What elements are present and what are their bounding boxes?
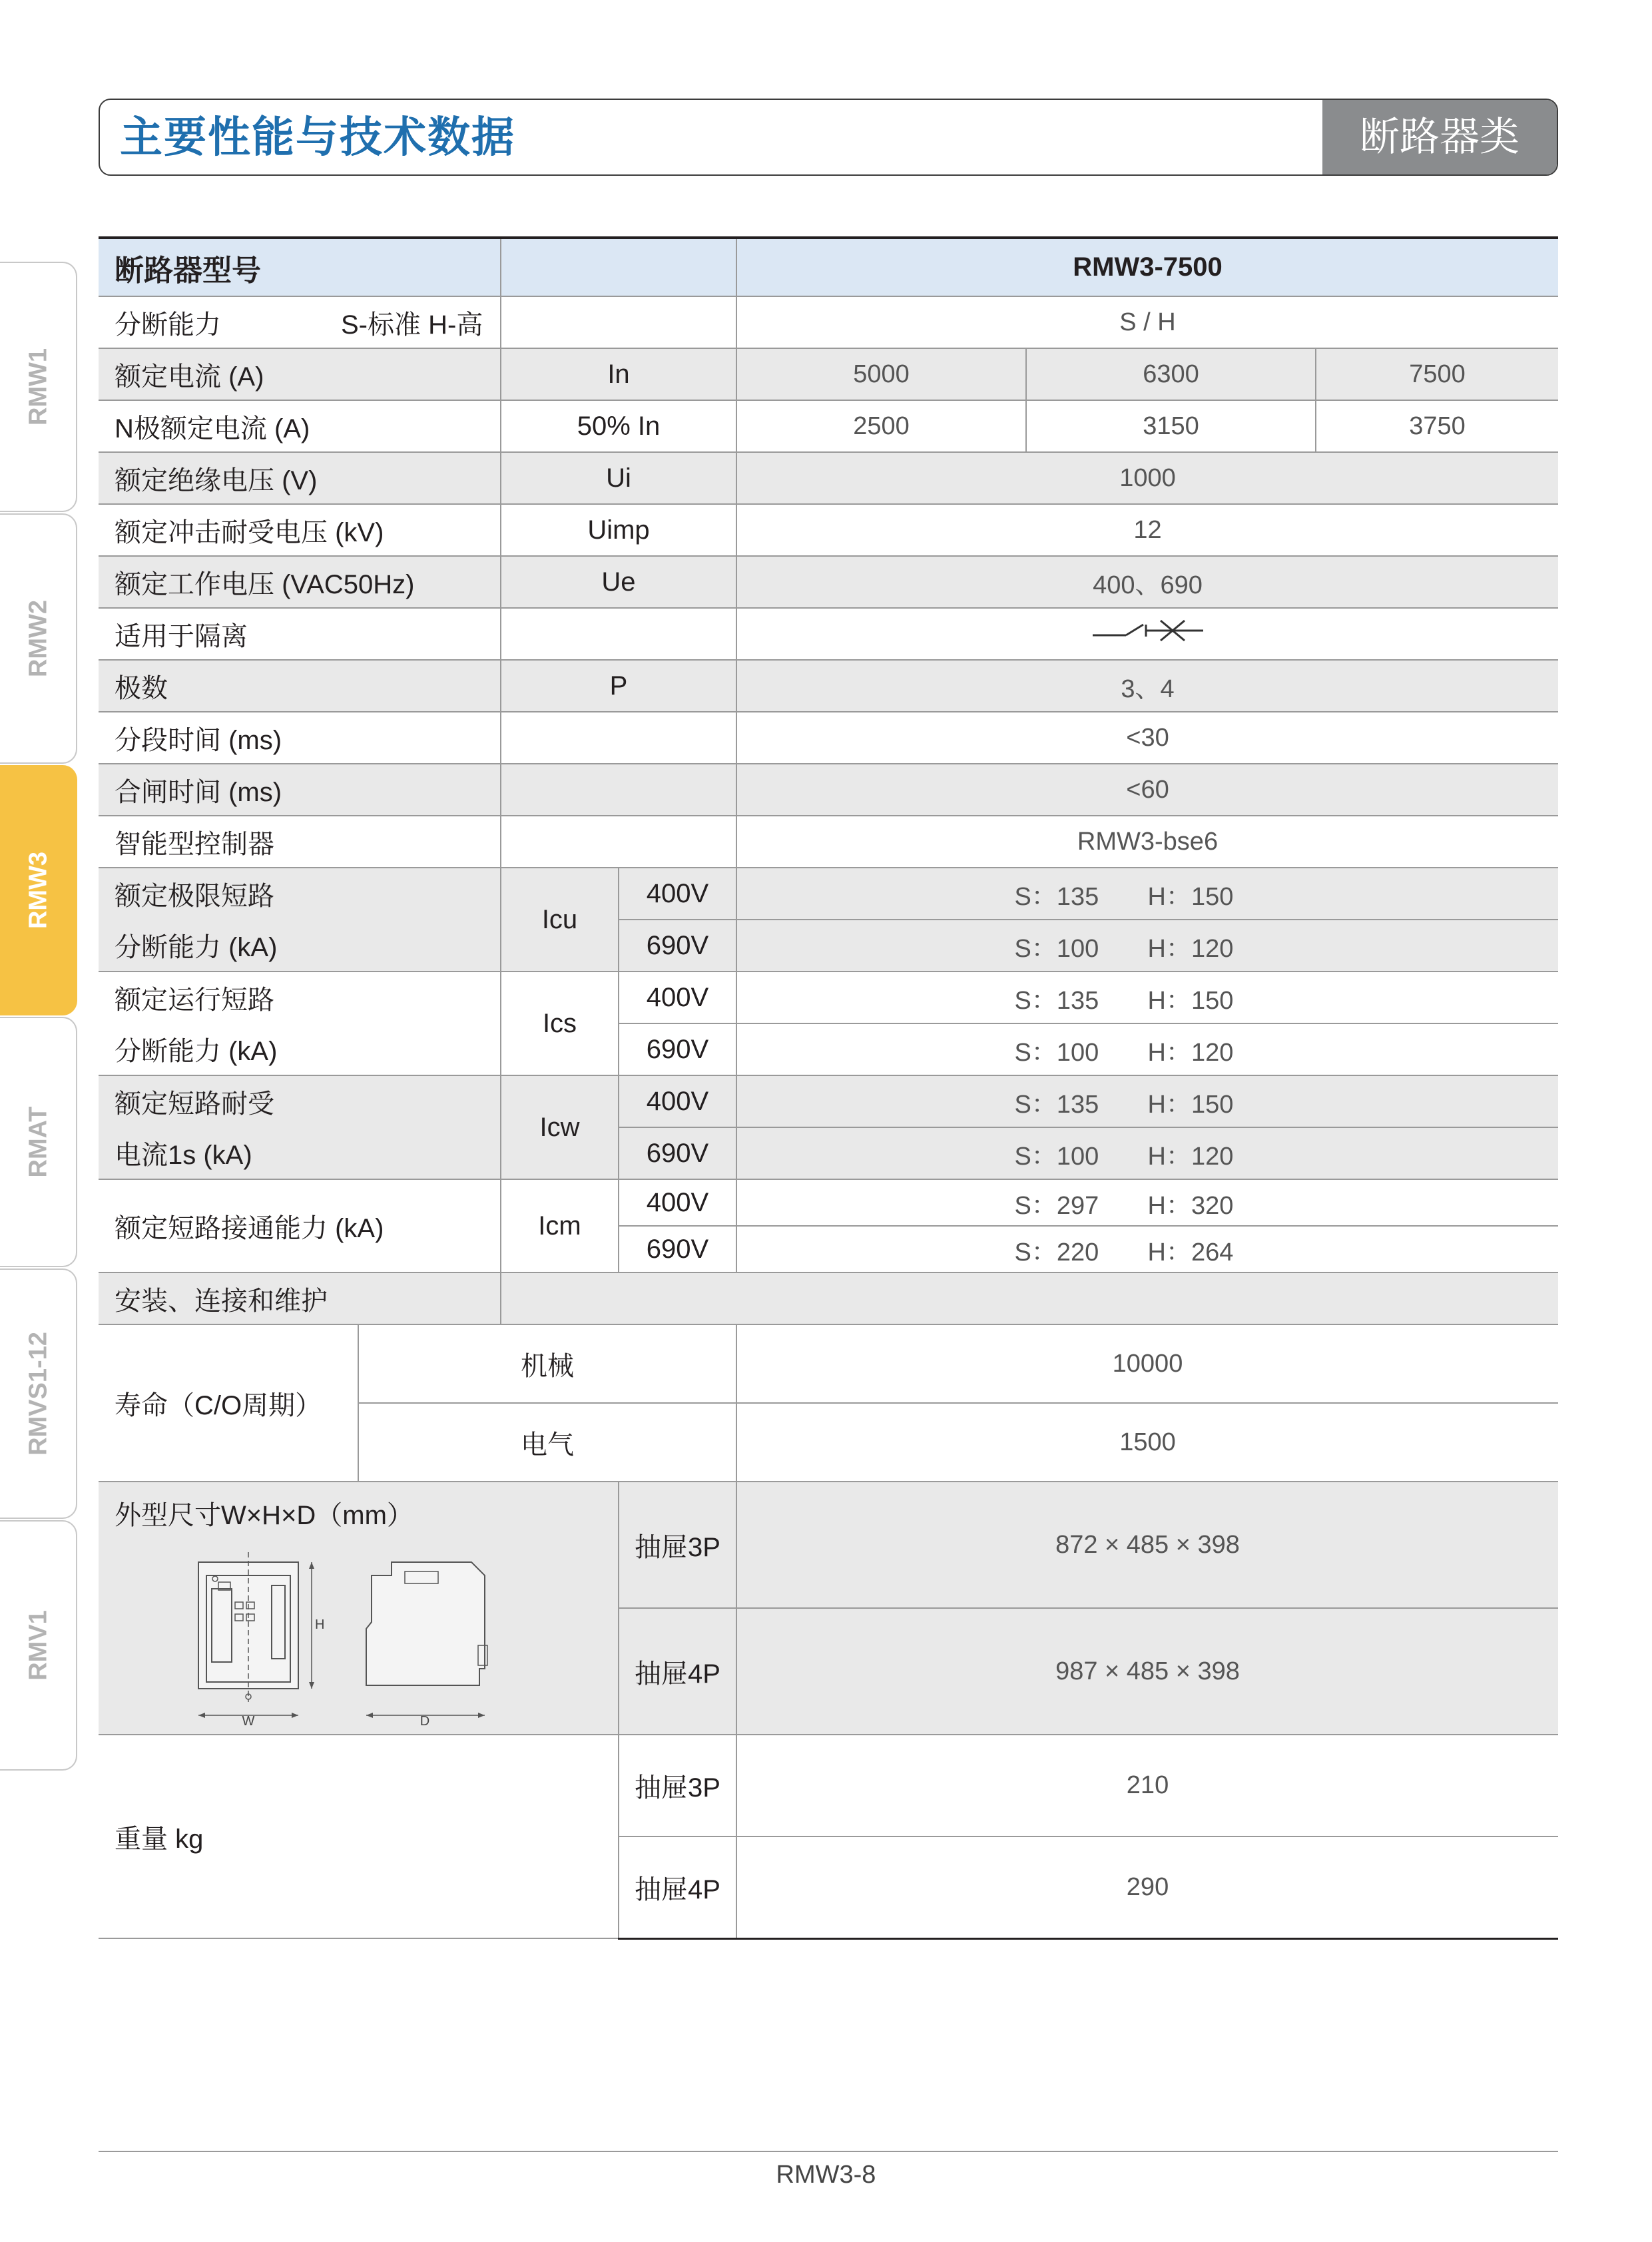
table-row xyxy=(99,920,1558,972)
row-value: 987 × 485 × 398 xyxy=(736,1608,1558,1735)
row-label: 智能型控制器 xyxy=(99,816,501,868)
row-label: 极数 xyxy=(99,660,501,712)
row-symbol: Uimp xyxy=(501,504,736,556)
voltage-label: 400V xyxy=(619,1179,736,1226)
row-note: S-标准 H-高 xyxy=(341,310,483,340)
page-title: 主要性能与技术数据 xyxy=(120,113,515,161)
h-value: H：120 xyxy=(1147,1038,1234,1067)
s-value: S：100 xyxy=(1014,1142,1099,1171)
table-row xyxy=(99,556,1558,608)
tab-rmw3[interactable]: RMW3 xyxy=(0,765,77,1015)
table-row xyxy=(99,348,1558,400)
voltage-label: 690V xyxy=(619,1226,736,1272)
tab-rmvs1-12[interactable]: RMVS1-12 xyxy=(0,1268,77,1519)
h-value: H：120 xyxy=(1147,934,1234,963)
row-label: 额定运行短路 xyxy=(99,972,501,1023)
h-value: H：320 xyxy=(1147,1191,1234,1220)
tab-rmat[interactable]: RMAT xyxy=(0,1017,77,1267)
row-label: N极额定电流 (A) xyxy=(99,400,501,452)
row-value: RMW3-bse6 xyxy=(736,816,1558,868)
row-label: 额定绝缘电压 (V) xyxy=(99,452,501,504)
row-label: 电流1s (kA) xyxy=(99,1127,501,1179)
row-label: 重量 kg xyxy=(99,1735,619,1938)
table-row xyxy=(99,1127,1558,1179)
voltage-label: 690V xyxy=(619,920,736,972)
voltage-label: 690V xyxy=(619,1127,736,1179)
row-symbol: 50% In xyxy=(501,400,736,452)
table-row xyxy=(99,1735,1558,1836)
h-value: H：264 xyxy=(1147,1238,1234,1266)
table-row xyxy=(99,400,1558,452)
row-value: 210 xyxy=(736,1735,1558,1836)
footer-divider xyxy=(99,2151,1558,2152)
row-value: 6300 xyxy=(1026,348,1316,400)
s-value: S：135 xyxy=(1014,986,1099,1015)
s-value: S：135 xyxy=(1014,882,1099,911)
row-value: <60 xyxy=(736,764,1558,816)
row-value: S / H xyxy=(736,296,1558,348)
row-label: 额定极限短路 xyxy=(99,868,501,920)
s-value: S：100 xyxy=(1014,934,1099,963)
s-value: S：100 xyxy=(1014,1038,1099,1067)
row-symbol: Ics xyxy=(501,972,619,1075)
type-label: 抽屉4P xyxy=(619,1836,736,1938)
row-symbol: In xyxy=(501,348,736,400)
row-value: 3、4 xyxy=(736,660,1558,712)
page-number: RMW3-8 xyxy=(776,2161,876,2189)
table-row xyxy=(99,764,1558,816)
row-label: 额定冲击耐受电压 (kV) xyxy=(99,504,501,556)
spec-table xyxy=(99,236,1558,1940)
row-label: 分断能力 (kA) xyxy=(99,1023,501,1075)
row-label: 额定工作电压 (VAC50Hz) xyxy=(99,556,501,608)
table-row xyxy=(99,1179,1558,1226)
life-mech-label: 机械 xyxy=(358,1324,736,1403)
tab-rmw2[interactable]: RMW2 xyxy=(0,513,77,764)
table-row xyxy=(99,1023,1558,1075)
row-value: 2500 xyxy=(736,400,1026,452)
row-value: <30 xyxy=(736,712,1558,764)
h-value: H：120 xyxy=(1147,1142,1234,1171)
page-header xyxy=(99,99,1558,176)
row-value: 290 xyxy=(736,1836,1558,1938)
row-value: 12 xyxy=(736,504,1558,556)
isolation-switch-icon xyxy=(1091,614,1205,647)
table-row xyxy=(99,1272,1558,1324)
s-value: S：135 xyxy=(1014,1090,1099,1119)
table-row xyxy=(99,712,1558,764)
model-label: 断路器型号 xyxy=(99,238,501,296)
table-row xyxy=(99,1075,1558,1127)
row-value: 3750 xyxy=(1316,400,1558,452)
row-label: 分断能力 xyxy=(115,310,221,340)
row-label: 额定电流 (A) xyxy=(99,348,501,400)
life-elec-label: 电气 xyxy=(358,1403,736,1482)
row-label: 安装、连接和维护 xyxy=(99,1272,501,1324)
row-value: 1000 xyxy=(736,452,1558,504)
model-name: RMW3-7500 xyxy=(736,238,1558,296)
voltage-label: 690V xyxy=(619,1023,736,1075)
category-label: 断路器类 xyxy=(1322,100,1557,174)
side-tabs xyxy=(0,262,79,1780)
tab-rmw1[interactable]: RMW1 xyxy=(0,262,77,512)
table-row xyxy=(99,296,1558,348)
h-value: H：150 xyxy=(1147,986,1234,1015)
type-label: 抽屉3P xyxy=(619,1735,736,1836)
row-value: 872 × 485 × 398 xyxy=(736,1482,1558,1608)
row-value: 3150 xyxy=(1026,400,1316,452)
type-label: 抽屉4P xyxy=(619,1608,736,1735)
row-label: 适用于隔离 xyxy=(99,608,501,660)
voltage-label: 400V xyxy=(619,1075,736,1127)
table-row xyxy=(99,504,1558,556)
voltage-label: 400V xyxy=(619,972,736,1023)
life-elec-value: 1500 xyxy=(736,1403,1558,1482)
tab-rmv1[interactable]: RMV1 xyxy=(0,1520,77,1771)
row-value: 5000 xyxy=(736,348,1026,400)
row-label: 额定短路接通能力 (kA) xyxy=(99,1179,501,1272)
s-value: S：297 xyxy=(1014,1191,1099,1220)
row-symbol: Ue xyxy=(501,556,736,608)
row-label: 寿命（C/O周期） xyxy=(99,1324,358,1482)
w-dim-label: W xyxy=(242,1714,255,1729)
row-label: 分段时间 (ms) xyxy=(99,712,501,764)
table-row xyxy=(99,1324,1558,1403)
row-value: 400、690 xyxy=(736,556,1558,608)
h-dim-label: H xyxy=(315,1617,325,1632)
d-dim-label: D xyxy=(419,1714,430,1729)
table-row xyxy=(99,868,1558,920)
row-symbol: Icw xyxy=(501,1075,619,1179)
table-row xyxy=(99,452,1558,504)
h-value: H：150 xyxy=(1147,882,1234,911)
row-label: 合闸时间 (ms) xyxy=(99,764,501,816)
row-label: 分断能力 (kA) xyxy=(99,920,501,972)
table-header-row xyxy=(99,238,1558,296)
life-mech-value: 10000 xyxy=(736,1324,1558,1403)
table-row xyxy=(99,1482,1558,1608)
row-symbol: Ui xyxy=(501,452,736,504)
table-row xyxy=(99,608,1558,660)
table-row xyxy=(99,660,1558,712)
s-value: S：220 xyxy=(1014,1238,1099,1266)
table-row xyxy=(99,972,1558,1023)
breaker-dimension-drawing xyxy=(192,1549,525,1729)
row-label: 额定短路耐受 xyxy=(99,1075,501,1127)
table-row xyxy=(99,816,1558,868)
row-value: 7500 xyxy=(1316,348,1558,400)
dimensions-block xyxy=(99,1482,618,1734)
h-value: H：150 xyxy=(1147,1090,1234,1119)
voltage-label: 400V xyxy=(619,868,736,920)
type-label: 抽屉3P xyxy=(619,1482,736,1608)
row-symbol: Icu xyxy=(501,868,619,972)
row-symbol: Icm xyxy=(501,1179,619,1272)
row-label: 外型尺寸W×H×D（mm） xyxy=(115,1501,413,1530)
row-symbol: P xyxy=(501,660,736,712)
